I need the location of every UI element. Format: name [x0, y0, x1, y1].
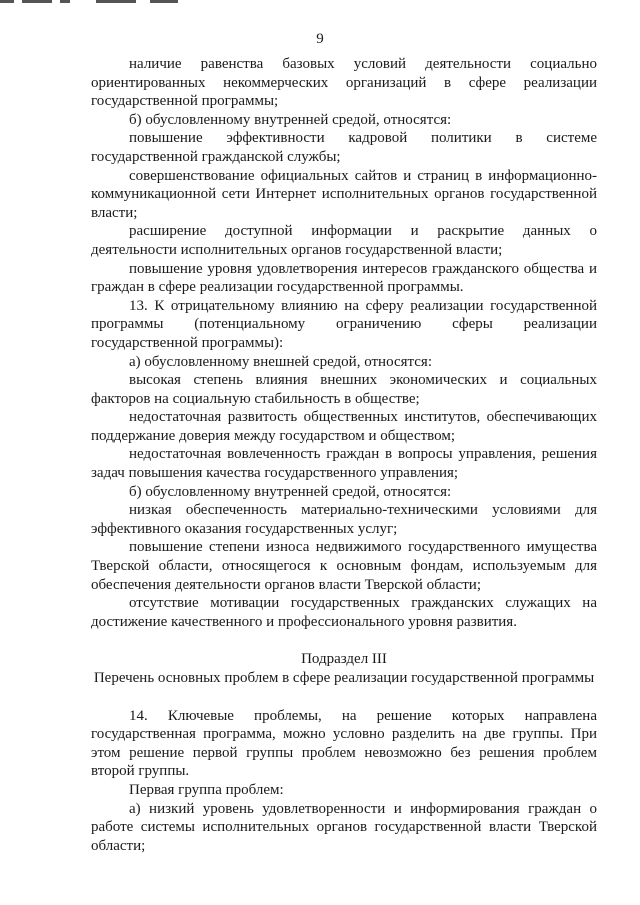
paragraph: а) низкий уровень удовлетворенности и информирования граждан о работе системы исполнительных органов государственной власти Тверской области; — [91, 800, 597, 854]
paragraph: недостаточная вовлеченность граждан в вопросы управления, решения задач повышения качества государственного управления; — [91, 446, 597, 482]
paragraph: наличие равенства базовых условий деятельности социально ориентированных некоммерческих организаций в сфере реализации государственной программы; — [91, 56, 597, 110]
spacer — [91, 631, 597, 650]
scan-edge-marks — [0, 0, 200, 4]
paragraph: совершенствование официальных сайтов и страниц в информационно-коммуникационной сети Интернет исполнительных органов государственной власти; — [91, 167, 597, 221]
paragraphs-before — [91, 55, 597, 631]
subsection-title: Подраздел III — [301, 651, 387, 668]
paragraph: повышение уровня удовлетворения интересов гражданского общества и граждан в сфере реализации государственной программы. — [91, 260, 597, 296]
paragraph: низкая обеспеченность материально-техническими условиями для эффективного оказания государственных услуг; — [91, 502, 597, 537]
paragraph: 13. К отрицательному влиянию на сферу реализации государственной программы (потенциальному ограничению сферы реализации государственной программы): — [91, 297, 597, 351]
paragraph: б) обусловленному внутренней средой, относятся: — [129, 483, 452, 500]
paragraph: высокая степень влияния внешних экономических и социальных факторов на социальную стабильность в обществе; — [91, 372, 597, 407]
paragraph: расширение доступной информации и раскрытие данных о деятельности исполнительных органов государственной власти; — [91, 223, 597, 258]
document-body — [91, 55, 597, 855]
paragraph: б) обусловленному внутренней средой, относятся: — [129, 111, 452, 128]
page-number: 9 — [316, 31, 324, 47]
spacer — [91, 688, 597, 707]
paragraph: повышение степени износа недвижимого государственного имущества Тверской области, относящегося к основным фондам, используемым для обеспечения деятельности органов власти Тверской области; — [91, 539, 597, 593]
subsection-subtitle: Перечень основных проблем в сфере реализации государственной программы — [93, 670, 595, 686]
paragraphs-after — [91, 707, 597, 856]
paragraph: 14. Ключевые проблемы, на решение которых направлена государственная программа, можно условно разделить на две группы. При этом решение первой группы проблем невозможно без решения проблем второй группы. — [91, 707, 597, 780]
paragraph: Первая группа проблем: — [129, 781, 284, 798]
paragraph: отсутствие мотивации государственных гражданских служащих на достижение качественного и профессионального уровня развития. — [91, 595, 597, 630]
paragraph: недостаточная развитость общественных институтов, обеспечивающих поддержание доверия между государством и обществом; — [91, 409, 597, 444]
paragraph: а) обусловленному внешней средой, относятся: — [129, 353, 432, 370]
paragraph: повышение эффективности кадровой политики в системе государственной гражданской службы; — [91, 130, 597, 165]
